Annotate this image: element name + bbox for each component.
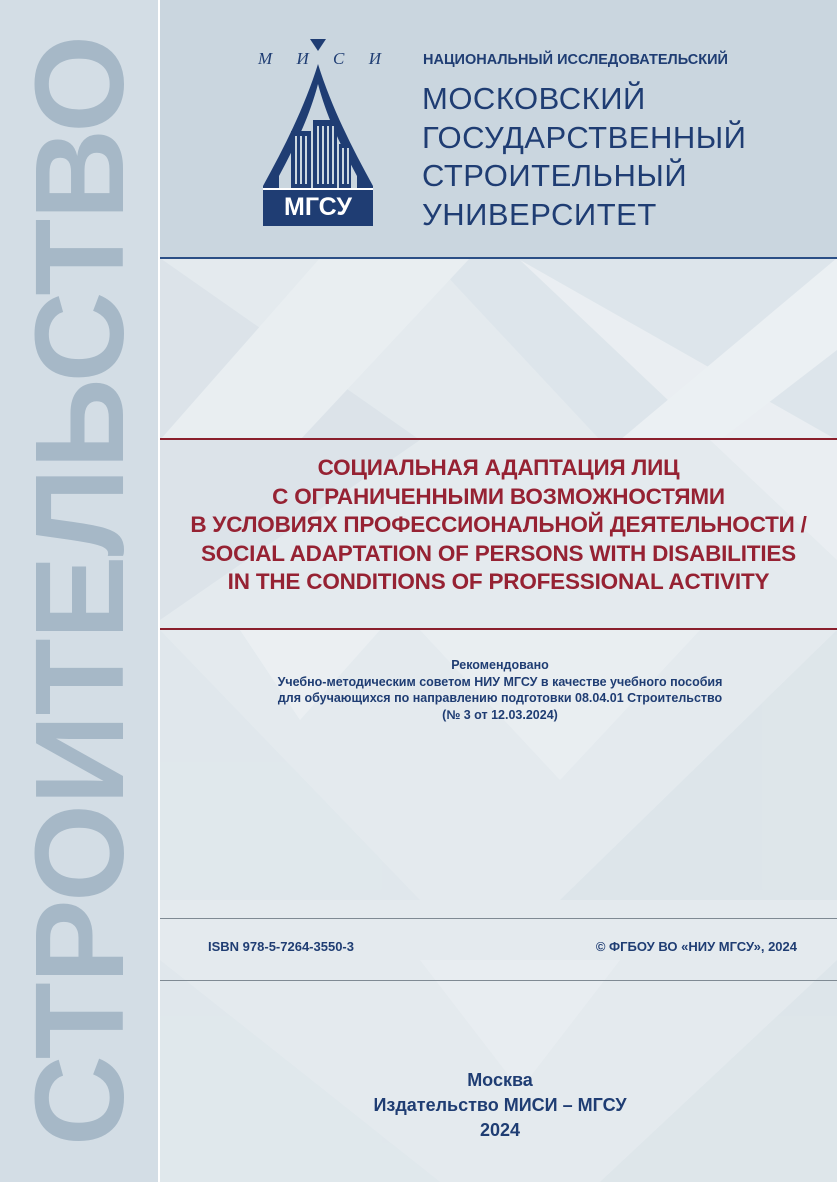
university-name [422,80,746,234]
title-line: SOCIAL ADAPTATION OF PERSONS WITH DISABILITIES [201,540,796,566]
isbn-bottom-rule [160,980,837,981]
title-bottom-rule [160,628,837,630]
logo-letter: С [333,49,346,68]
university-status: НАЦИОНАЛЬНЫЙ ИССЛЕДОВАТЕЛЬСКИЙ [423,52,728,68]
isbn-top-rule [160,918,837,919]
recommendation-note [200,657,800,723]
title-top-rule [160,438,837,440]
university-name-line: ГОСУДАРСТВЕННЫЙ [422,119,747,155]
title-line: СОЦИАЛЬНАЯ АДАПТАЦИЯ ЛИЦ [317,455,680,480]
title-line: В УСЛОВИЯХ ПРОФЕССИОНАЛЬНОЙ ДЕЯТЕЛЬНОСТИ / [190,512,807,537]
isbn: ISBN 978-5-7264-3550-3 [208,939,354,954]
title-line: С ОГРАНИЧЕННЫМИ ВОЗМОЖНОСТЯМИ [272,483,725,509]
recommendation-line: (№ 3 от 12.03.2024) [442,707,558,722]
recommendation-line: Учебно-методическим советом НИУ МГСУ в качестве учебного пособия [277,674,723,689]
imprint-publisher: Издательство МИСИ – МГСУ [373,1095,627,1115]
logo-mici-letters [258,49,382,69]
logo-abbr: МГСУ [284,193,352,221]
imprint-city: Москва [467,1070,533,1090]
copyright: © ФГБОУ ВО «НИУ МГСУ», 2024 [595,939,797,954]
book-title [170,454,827,597]
university-name-line: УНИВЕРСИТЕТ [422,196,657,232]
imprint-year: 2024 [479,1120,521,1140]
university-name-line: СТРОИТЕЛЬНЫЙ [422,158,688,193]
header-rule [160,257,837,259]
logo-letter: М [258,49,274,68]
imprint [300,1068,700,1143]
university-name-line: МОСКОВСКИЙ [422,81,646,116]
spine-text: СТРОИТЕЛЬСТВО [9,35,150,1147]
recommendation-line: для обучающихся по направлению подготовки 08.04.01 Строительство [277,691,723,705]
title-line: IN THE CONDITIONS OF PROFESSIONAL ACTIVITY [227,569,770,594]
logo-letter: И [368,49,382,68]
logo-letter: И [296,49,310,68]
recommendation-line: Рекомендовано [451,658,549,672]
